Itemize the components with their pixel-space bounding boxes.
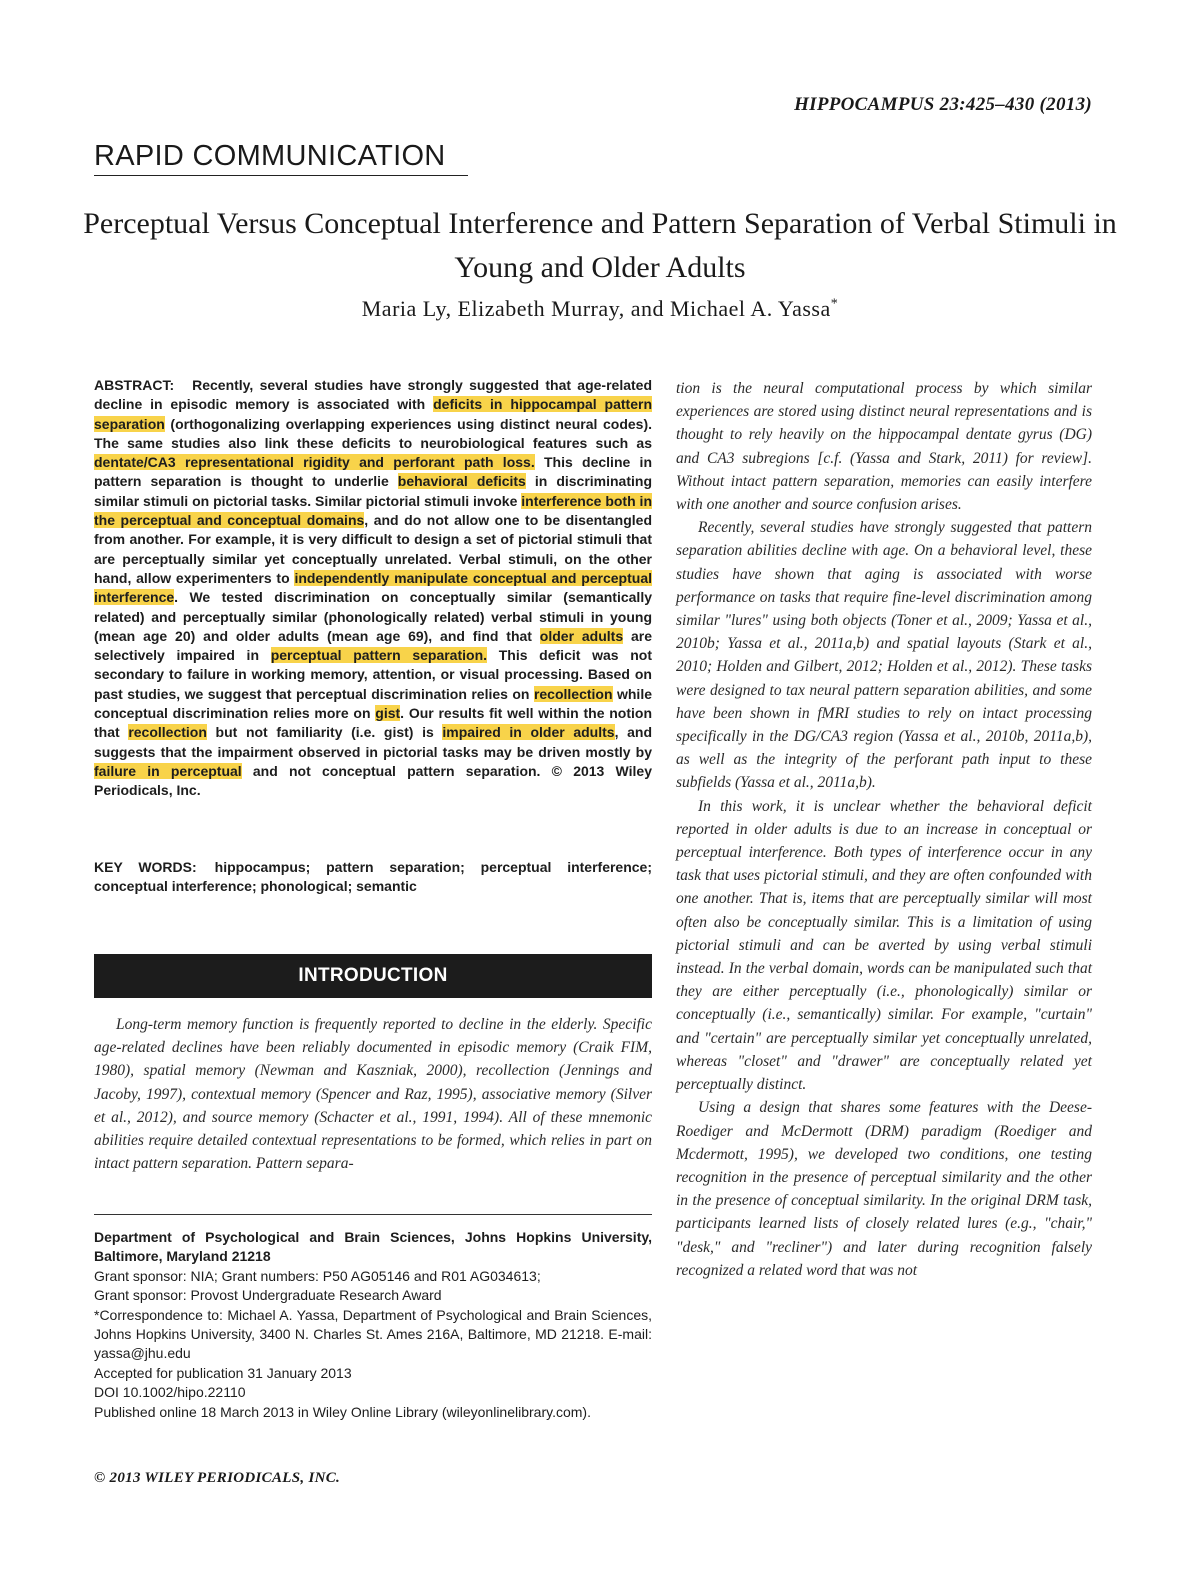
grant-sponsor-1: Grant sponsor: NIA; Grant numbers: P50 AG05146 and R01 AG034613; bbox=[94, 1267, 541, 1284]
abstract-text-segment: , and do not allow one to be disentangled from another. For example, it is very difficult to design a set of pictorial stimuli that are perceptually similar yet conceptually unrelated. Verbal stimuli, on the other hand, allow experimenters to bbox=[94, 512, 653, 586]
abstract-text-segment: while conceptual discrimination relies more on bbox=[94, 685, 652, 722]
article-title: Perceptual Versus Conceptual Interference and Pattern Separation of Verbal Stimuli in Young and Older Adults bbox=[83, 207, 1117, 284]
section-type-heading: RAPID COMMUNICATION bbox=[94, 140, 468, 176]
published-online: Published online 18 March 2013 in Wiley Online Library (wileyonlinelibrary.com). bbox=[94, 1403, 591, 1420]
introduction-text bbox=[94, 1013, 652, 1175]
grant-sponsor-2: Grant sponsor: Provost Undergraduate Research Award bbox=[94, 1287, 442, 1304]
footnote-divider bbox=[94, 1214, 652, 1215]
abstract-highlight: failure in perceptual bbox=[94, 762, 242, 779]
correspondence: *Correspondence to: Michael A. Yassa, Department of Psychological and Brain Sciences, Johns Hopkins University, 3400 N. Charles St. Ames 216A, Baltimore, MD 21218. E-mail: yassa@jhu.edu bbox=[94, 1306, 652, 1362]
accepted-date: Accepted for publication 31 January 2013 bbox=[94, 1364, 352, 1381]
abstract-highlight: behavioral deficits bbox=[397, 473, 526, 490]
abstract-highlight: dentate/CA3 representational rigidity and perforant path loss. bbox=[94, 454, 535, 471]
abstract-text-segment: . Our results fit well within the notion that bbox=[94, 705, 652, 741]
abstract-text-segment: are selectively impaired in bbox=[94, 627, 652, 664]
abstract-highlight: recollection bbox=[128, 724, 207, 741]
abstract-highlight: independently manipulate conceptual and perceptual interference bbox=[94, 569, 652, 606]
abstract-highlight: perceptual pattern separation. bbox=[270, 647, 488, 664]
abstract-text-segment: , and suggests that the impairment observed in pictorial tasks may be driven mostly by bbox=[94, 724, 652, 760]
abstract-text-segment: and not conceptual pattern separation. © 2013 Wiley Periodicals, Inc. bbox=[94, 762, 652, 799]
doi: DOI 10.1002/hipo.22110 bbox=[94, 1384, 246, 1401]
abstract-text-segment: in discriminating similar stimuli on pictorial tasks. Similar pictorial stimuli invoke bbox=[94, 473, 653, 509]
abstract-text-segment: but not familiarity (i.e. gist) is bbox=[206, 724, 443, 741]
right-paragraph-1: tion is the neural computational process by which similar experiences are stored using distinct neural representations and is thought to rely heavily on the hippocampal dentate gyrus (DG) and CA3 subregions [c.f. (Yassa and Stark, 2011) for review]. Without intact pattern separation, memories can easily interfere with one another and source confusion arises. bbox=[676, 380, 1092, 514]
author-names: Maria Ly, Elizabeth Murray, and Michael A. Yassa bbox=[361, 296, 831, 321]
right-column-text bbox=[676, 377, 1092, 1282]
right-paragraph-4: Using a design that shares some features with the Deese-Roediger and McDermott (DRM) paradigm (Roediger and Mcdermott, 1995), we developed two conditions, one testing recognition in the presence of perceptual similarity and the other in the presence of conceptual similarity. In the original DRM task, participants learned lists of closely related lures (e.g., "chair," "desk," and "recliner") and later during recognition falsely recognized a related word that was not bbox=[676, 1099, 1092, 1279]
journal-reference: HIPPOCAMPUS 23:425–430 (2013) bbox=[794, 94, 1092, 115]
author-list bbox=[60, 296, 1140, 322]
abstract-text-segment: This deficit was not secondary to failure in working memory, attention, or visual processing. Based on past studies, we suggest that perceptual discrimination relies on bbox=[94, 647, 653, 702]
abstract-text-segment: This decline in pattern separation is thought to underlie bbox=[94, 454, 653, 490]
right-paragraph-2: Recently, several studies have strongly suggested that pattern separation abilities decline with age. On a behavioral level, these studies have shown that aging is associated with worse performance on tasks that require fine-level discrimination among similar "lures" using both objects (Toner et al., 2009; Yassa et al., 2010b; Yassa et al., 2011a,b) and spatial layouts (Stark et al., 2010; Holden and Gilbert, 2012; Holden et al., 2012). These tasks were designed to tax neural pattern separation abilities, and some have been shown in fMRI studies to rely on intact processing specifically in the DG/CA3 region (Yassa et al., 2010b, 2011a,b), as well as the integrity of the perforant path input to these subfields (Yassa et al., 2011a,b). bbox=[676, 519, 1092, 792]
keywords-text: hippocampus; pattern separation; perceptual interference; conceptual interference; phonological; semantic bbox=[94, 859, 653, 895]
abstract-highlight: older adults bbox=[539, 627, 624, 644]
abstract-highlight: recollection bbox=[533, 685, 613, 702]
corresponding-author-mark: * bbox=[830, 296, 839, 312]
keywords bbox=[94, 858, 652, 897]
abstract-highlight: impaired in older adults bbox=[442, 724, 615, 741]
abstract-highlight: gist bbox=[375, 705, 401, 722]
abstract-label: ABSTRACT: bbox=[94, 377, 175, 393]
keywords-label: KEY WORDS: bbox=[94, 859, 197, 875]
abstract-text-segment: (orthogonalizing overlapping experiences using distinct neural codes). The same studies also link these deficits to neurobiological features such as bbox=[94, 415, 652, 451]
affiliation-footnote bbox=[94, 1228, 652, 1422]
introduction-heading: INTRODUCTION bbox=[94, 954, 652, 998]
abstract-body bbox=[94, 377, 652, 798]
abstract-highlight: deficits in hippocampal pattern separation bbox=[94, 396, 652, 432]
copyright-notice: © 2013 WILEY PERIODICALS, INC. bbox=[94, 1470, 341, 1486]
intro-paragraph: Long-term memory function is frequently reported to decline in the elderly. Specific age-related declines have been reliably documented in episodic memory (Craik FIM, 1980), spatial memory (Newman and Kaszniak, 2000), recollection (Jennings and Jacoby, 1997), contextual memory (Spencer and Raz, 1995), associative memory (Silver et al., 2012), and source memory (Schacter et al., 1991, 1994). All of these mnemonic abilities require detailed contextual representations to be formed, which relies in part on intact pattern separation. Pattern separa- bbox=[94, 1016, 652, 1173]
right-paragraph-3: In this work, it is unclear whether the behavioral deficit reported in older adults is due to an increase in conceptual or perceptual interference. Both types of interference occur in any task that uses pictorial stimuli, and they are often confounded with one another. That is, items that are perceptually similar will most often also be conceptually similar. This is a limitation of using pictorial stimuli and can be averted by using verbal stimuli instead. In the verbal domain, words can be manipulated such that they are either perceptually (i.e., phonologically) similar or conceptually (i.e., semantically) similar. For example, "curtain" and "certain" are perceptually similar yet conceptually unrelated, whereas "closet" and "drawer" are conceptually related yet perceptually distinct. bbox=[676, 797, 1092, 1094]
abstract-text-segment: . We tested discrimination on conceptually similar (semantically related) and perceptually similar (phonologically related) verbal stimuli in young (mean age 20) and older adults (mean age 69), and find that bbox=[94, 589, 652, 644]
abstract-text-segment: Recently, several studies have strongly suggested that age-related decline in episodic memory is associated with bbox=[94, 377, 652, 413]
department-affiliation: Department of Psychological and Brain Sciences, Johns Hopkins University, Baltimore, Maryland 21218 bbox=[94, 1229, 652, 1265]
abstract-highlight: interference both in the perceptual and conceptual domains bbox=[94, 492, 652, 529]
abstract bbox=[94, 376, 652, 801]
